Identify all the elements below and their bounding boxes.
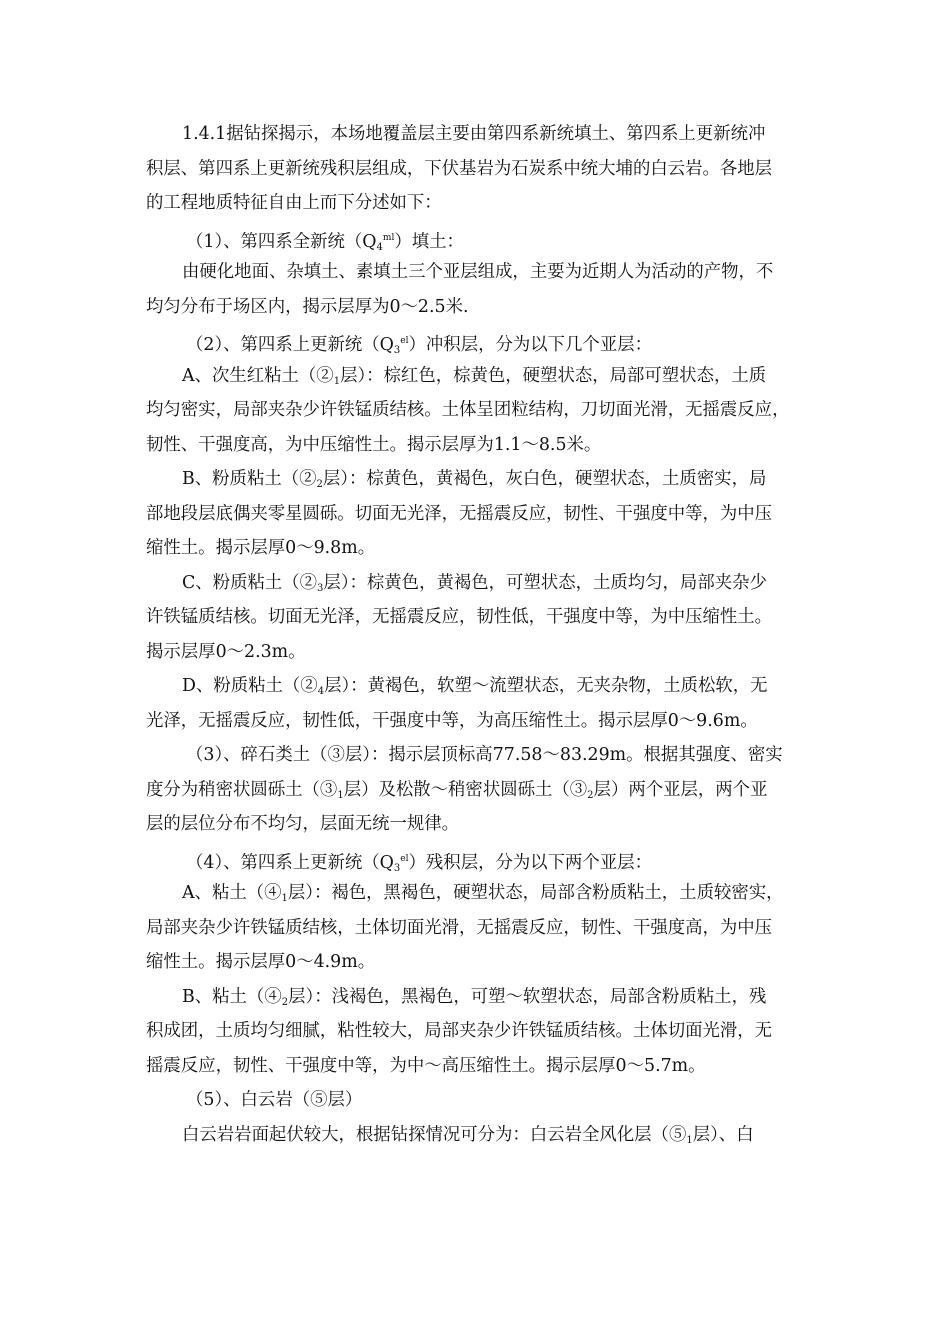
section-heading: （4）、第四系上更新统$(Q_3^{el})$残积层，分为以下两个亚层： — [186, 853, 652, 874]
text-line: C、粉质粘土（$②_3$层）：棕黄色，黄褐色，可塑状态，土质均匀，局部夹杂少 — [182, 573, 767, 594]
text-line: 积层、第四系上更新统残积层组成，下伏基岩为石炭系中统大埔的白云岩。各地层 — [146, 159, 773, 179]
text-line: B、粉质粘土（$②_2$层）：棕黄色，黄褐色，灰白色，硬塑状态，土质密实，局 — [182, 469, 767, 490]
text-line: A、粘土（$④_1$层）：褐色，黑褐色，硬塑状态，局部含粉质粘土，土质较密实， — [182, 883, 784, 904]
text-line: 的工程地质特征自由上而下分述如下： — [146, 193, 442, 213]
section-heading: （5）、白云岩（⑤层） — [186, 1090, 363, 1110]
text-line: 摇震反应，韧性、干强度中等，为中～高压缩性土。揭示层厚0～5.7m。 — [146, 1056, 706, 1076]
text-line: 光泽，无摇震反应，韧性低，干强度中等，为高压缩性土。揭示层厚0～9.6m。 — [146, 711, 758, 731]
text-line: B、粘土（$④_2$层）：浅褐色，黑褐色，可塑～软塑状态，局部含粉质粘土，残 — [182, 987, 767, 1008]
section-heading: （3）、碎石类土（③层）：揭示层顶标高77.58～83.29m。根据其强度、密实 — [186, 745, 783, 765]
text-line: A、次生红粘土（$②_1$层）：棕红色，棕黄色，硬塑状态，局部可塑状态，土质 — [182, 366, 767, 387]
text-line: 许铁锰质结核。切面无光泽，无摇震反应，韧性低，干强度中等，为中压缩性土。 — [146, 607, 773, 627]
text-line: 1.4.1据钻探揭示，本场地覆盖层主要由第四系新统填土、第四系上更新统冲 — [182, 124, 766, 144]
text-line: 由硬化地面、杂填土、素填土三个亚层组成，主要为近期人为活动的产物，不 — [182, 262, 774, 282]
text-line: 韧性、干强度高，为中压缩性土。揭示层厚为1.1～8.5米。 — [146, 435, 602, 455]
text-line: 积成团，土质均匀细腻，粘性较大，局部夹杂少许铁锰质结核。土体切面光滑，无 — [146, 1021, 773, 1041]
text-line: 层的层位分布不均匀，层面无统一规律。 — [146, 814, 460, 834]
text-line: 缩性土。揭示层厚0～4.9m。 — [146, 952, 376, 972]
section-heading: （2）、第四系上更新统$(Q_3^{el})$冲积层，分为以下几个亚层： — [186, 335, 652, 356]
text-line: 度分为稍密状圆砾土（$③_1$层）及松散～稍密状圆砾土（$③_2$层）两个亚层，两个亚 — [146, 780, 768, 801]
text-line: 部地段层底偶夹零星圆砾。切面无光泽，无摇震反应，韧性、干强度中等，为中压 — [146, 504, 773, 524]
text-line: 揭示层厚0～2.3m。 — [146, 642, 306, 662]
text-line: D、粉质粘土（$②_4$层）：黄褐色，软塑～流塑状态，无夹杂物，土质松软，无 — [182, 676, 768, 697]
text-line: 白云岩岩面起伏较大，根据钻探情况可分为：白云岩全风化层（$⑤_1$层）、白 — [182, 1125, 754, 1146]
text-line: 缩性土。揭示层厚0～9.8m。 — [146, 538, 376, 558]
text-line: 均匀分布于场区内，揭示层厚为0～2.5米. — [146, 297, 469, 317]
text-line: 均匀密实，局部夹杂少许铁锰质结核。土体呈团粒结构，刀切面光滑，无摇震反应， — [146, 400, 790, 420]
section-heading: （1）、第四系全新统$(Q_4^{ml})$填土： — [186, 232, 464, 253]
text-line: 局部夹杂少许铁锰质结核，土体切面光滑，无摇震反应，韧性、干强度高，为中压 — [146, 918, 773, 938]
